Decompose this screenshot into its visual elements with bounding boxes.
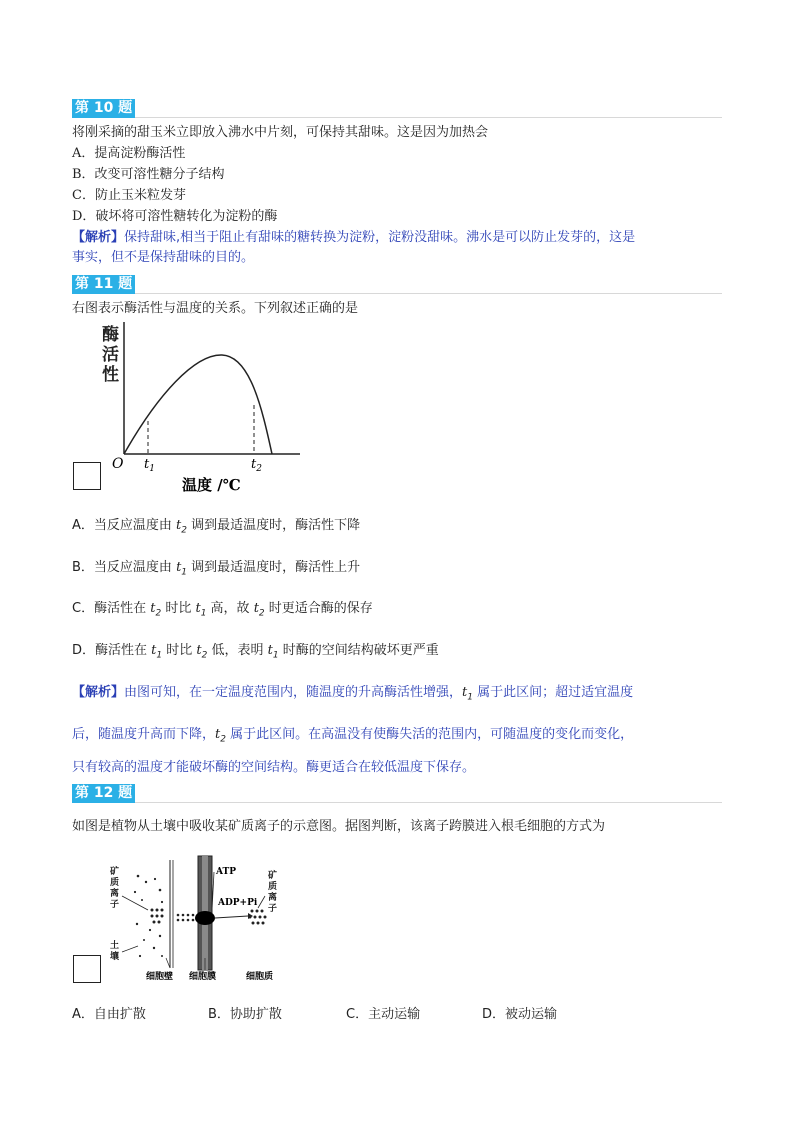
cytoplasm-label: 细胞质 [246, 972, 274, 982]
q11-analysis-line3: 只有较高的温度才能破坏酶的空间结构。酶更适合在较低温度下保存。 [72, 760, 476, 775]
q11-option-b [72, 556, 360, 578]
q12-option-c[interactable]: C．主动运输 [346, 1007, 421, 1022]
label-char: 子 [110, 900, 120, 910]
q12-stem: 如图是植物从土壤中吸收某矿质离子的示意图。据图判断，该离子跨膜进入根毛细胞的方式为 [72, 819, 606, 834]
q10-option-c: C．防止玉米粒发芽 [72, 188, 186, 203]
ion-cluster-inside [249, 910, 267, 925]
q10-option-a: A．提高淀粉酶活性 [72, 146, 186, 161]
option-text: D．酶活性在 [72, 643, 152, 658]
soil-pointer-line [122, 946, 138, 952]
x-axis-label: 温度 /℃ [182, 476, 241, 494]
label-char: 土 [110, 941, 120, 951]
option-text: 时比 [161, 601, 196, 616]
t2-subscript: 2 [256, 464, 262, 474]
ion-pointer-line [122, 896, 148, 910]
t-symbol: t [176, 518, 182, 533]
q10-stem: 将刚采摘的甜玉米立即放入沸水中片刻，可保持其甜味。这是因为加热会 [72, 125, 489, 140]
q12-label: 第 12 题 [72, 784, 135, 803]
y-axis-label-char: 性 [102, 365, 119, 385]
q11-stem: 右图表示酶活性与温度的关系。下列叙述正确的是 [72, 301, 359, 316]
t-subscript: 2 [181, 525, 187, 536]
carrier-protein [195, 911, 215, 925]
label-char: 壤 [110, 952, 120, 962]
t2-letter: t [251, 457, 257, 472]
y-axis-label-char: 活 [102, 345, 119, 365]
analysis-text: 属于此区间；超过适宜温度 [473, 685, 634, 700]
t-symbol: t [176, 560, 182, 575]
option-text: 低，表明 [207, 643, 268, 658]
t1-subscript: 1 [149, 464, 155, 474]
q11-answer-box[interactable] [73, 462, 101, 490]
t1-label [144, 457, 155, 474]
q11-option-c [72, 597, 373, 619]
t-subscript: 1 [272, 650, 279, 661]
label-char: 子 [268, 904, 278, 914]
q11-label: 第 11 题 [72, 275, 135, 294]
soil-particles [134, 875, 163, 957]
wall-pointer [166, 958, 170, 968]
y-axis-label-char: 酶 [102, 325, 119, 345]
q10-option-b: B．改变可溶性糖分子结构 [72, 167, 225, 182]
t-symbol: t [195, 601, 201, 616]
t-symbol: t [150, 601, 156, 616]
q10-header [72, 97, 722, 118]
label-char: 质 [110, 878, 120, 888]
activity-curve [124, 355, 272, 454]
q10-analysis-text-1: 保持甜味,相当于阻止有甜味的糖转换为淀粉，淀粉没甜味。沸水是可以防止发芽的，这是 [124, 230, 636, 245]
q10-option-d: D．破坏将可溶性糖转化为淀粉的酶 [72, 209, 278, 224]
t1-letter: t [144, 457, 150, 472]
ion-cluster-outside [151, 909, 164, 924]
transport-arrow [215, 916, 248, 918]
analysis-text: 后，随温度升高而下降， [72, 727, 216, 742]
q10-analysis-text-2: 事实，但不是保持甜味的目的。 [72, 250, 255, 265]
origin-label: O [112, 456, 124, 472]
t-subscript: 1 [200, 608, 207, 619]
label-char: 质 [268, 882, 278, 892]
soil-label [110, 939, 120, 962]
q11-analysis-tag: 【解析】 [72, 685, 125, 700]
t-symbol: t [253, 601, 259, 616]
left-ion-label [110, 865, 119, 910]
atp-label: ATP [216, 867, 236, 877]
option-text: 时酶的空间结构破坏更严重 [278, 643, 439, 658]
label-char: 矿 [268, 871, 278, 881]
t-subscript: 2 [258, 608, 265, 619]
q12-options [72, 1003, 557, 1022]
cell-wall-label: 细胞壁 [146, 972, 174, 982]
q12-option-d[interactable]: D．被动运输 [482, 1007, 558, 1022]
q10-analysis-tag: 【解析】 [72, 230, 125, 245]
option-text: 调到最适温度时，酶活性下降 [187, 518, 361, 533]
q12-header [72, 782, 722, 803]
option-text: A．当反应温度由 [72, 518, 177, 533]
t-subscript: 1 [467, 692, 473, 703]
q11-option-a [72, 514, 360, 536]
t-subscript: 1 [181, 567, 188, 578]
option-text: C．酶活性在 [72, 601, 151, 616]
enzyme-temperature-graph [100, 318, 310, 498]
t-symbol: t [196, 643, 202, 658]
option-text: 调到最适温度时，酶活性上升 [187, 560, 361, 575]
right-ion-label [268, 869, 277, 914]
adp-label: ADP+Pi [218, 898, 258, 908]
t-subscript: 1 [156, 650, 163, 661]
t-symbol: t [462, 685, 468, 700]
analysis-text: 由图可知，在一定温度范围内，随温度的升高酶活性增强， [124, 685, 463, 700]
q10-analysis-line1 [72, 226, 635, 245]
q11-option-d [72, 639, 439, 661]
label-char: 离 [110, 889, 120, 899]
right-ion-pointer [258, 896, 265, 908]
q12-answer-box[interactable] [73, 955, 101, 983]
t-subscript: 2 [201, 650, 208, 661]
t-symbol: t [215, 727, 221, 742]
q12-option-b[interactable]: B．协助扩散 [208, 1007, 282, 1022]
t-subscript: 2 [155, 608, 162, 619]
q11-header [72, 273, 722, 294]
t-subscript: 2 [220, 734, 226, 745]
option-text: B．当反应温度由 [72, 560, 177, 575]
t-symbol: t [151, 643, 157, 658]
q11-analysis-line2 [72, 723, 633, 745]
label-char: 离 [268, 893, 278, 903]
q10-label: 第 10 题 [72, 99, 135, 118]
t-symbol: t [267, 643, 273, 658]
option-text: 时更适合酶的保存 [264, 601, 373, 616]
q12-option-a[interactable]: A．自由扩散 [72, 1007, 146, 1022]
q11-analysis-line1 [72, 681, 633, 703]
ion-absorption-diagram [100, 852, 300, 987]
y-axis-label [102, 324, 119, 385]
t2-label [251, 457, 262, 474]
analysis-text: 属于此区间。在高温没有使酶失活的范围内，可随温度的变化而变化， [225, 727, 634, 742]
option-text: 时比 [162, 643, 197, 658]
option-text: 高，故 [206, 601, 254, 616]
label-char: 矿 [110, 867, 120, 877]
cell-membrane-label: 细胞膜 [189, 972, 217, 982]
